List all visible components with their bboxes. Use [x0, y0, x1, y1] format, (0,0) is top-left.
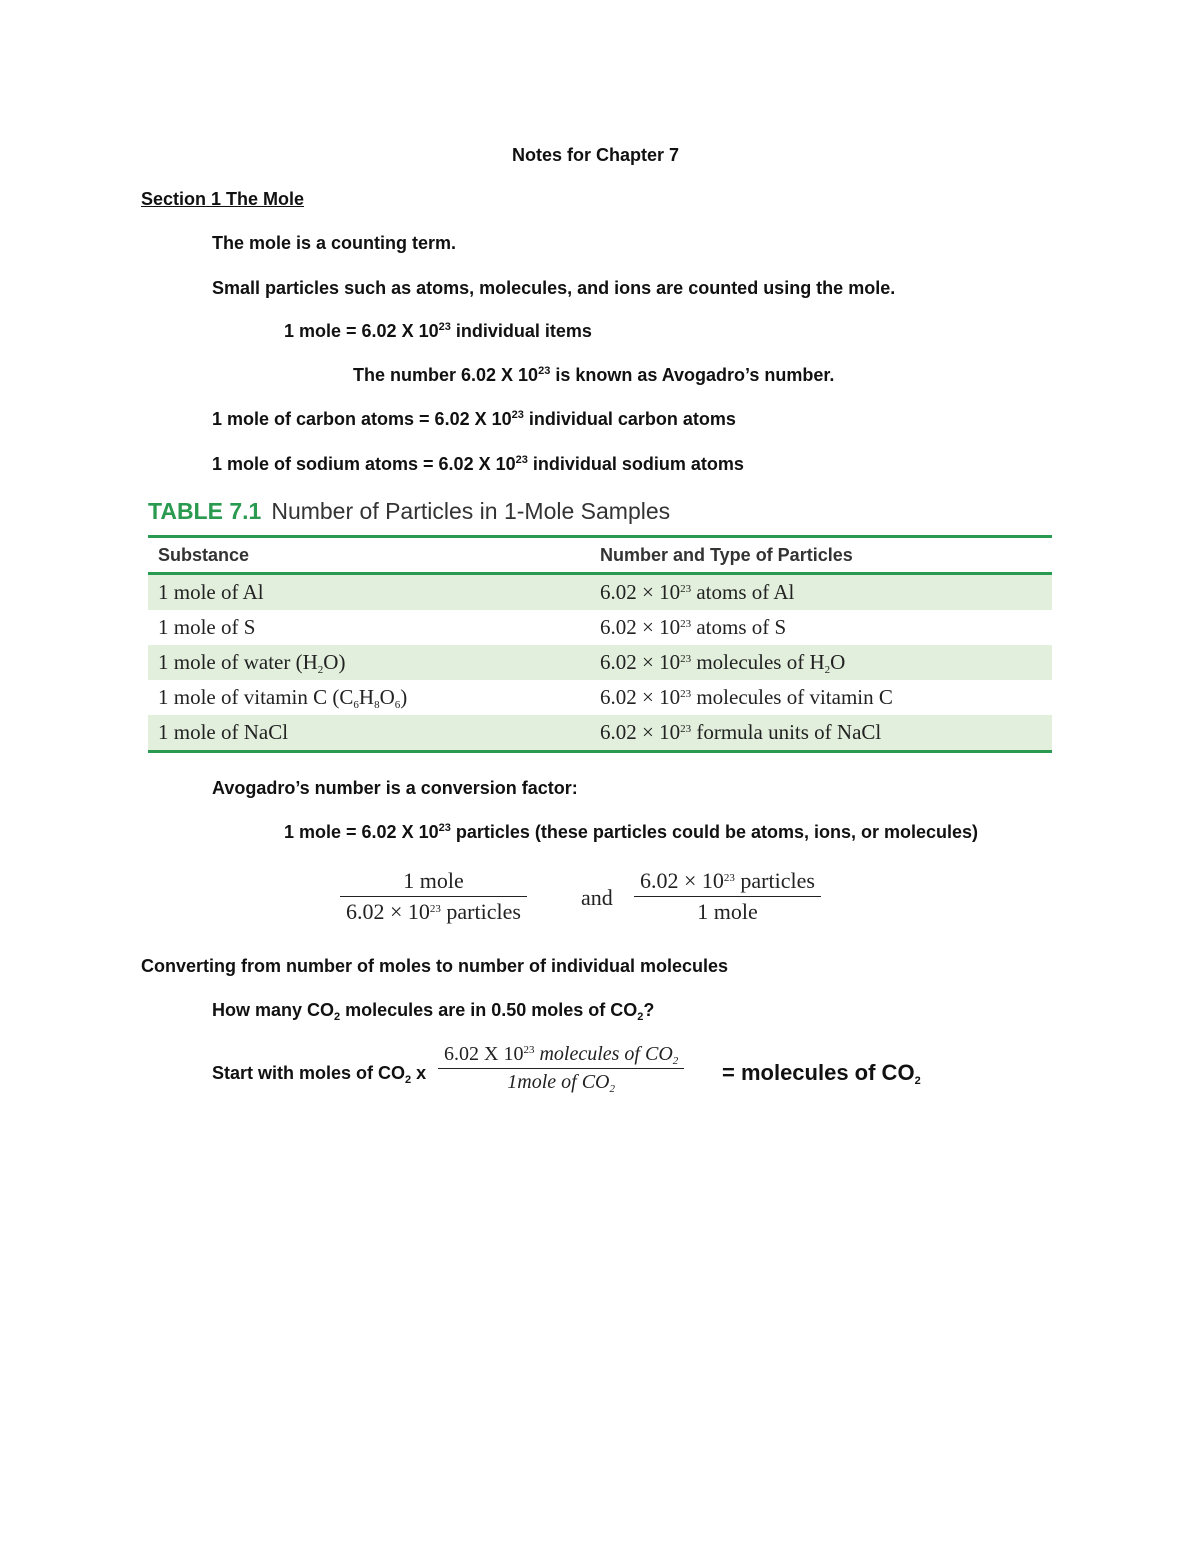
- table-caption: Number of Particles in 1-Mole Samples: [271, 498, 671, 524]
- table-cell-particles: $6.02 \times 10^{23}$ formula units of NaCl: [590, 715, 1052, 752]
- fraction-denominator: $6.02 \times 10^{23}$ particles: [346, 899, 521, 924]
- example-conversion-fraction: [438, 1043, 684, 1094]
- carbon-atoms-text: 1 mole of carbon atoms = 6.02 X $10^{23}$ individual carbon atoms: [212, 409, 736, 429]
- table-row: [148, 610, 1052, 645]
- example-heading: Converting from number of moles to number of individual molecules: [141, 956, 729, 976]
- section-heading: Section 1 The Mole: [141, 189, 305, 209]
- fraction-denominator: 1mole of $CO_2$: [507, 1071, 615, 1095]
- mole-definition-text: 1 mole = 6.02 X $10^{23}$ individual items: [284, 321, 592, 341]
- example-start-text: Start with moles of $CO_2$ x: [212, 1063, 427, 1086]
- table-header-substance: Substance: [148, 537, 590, 574]
- fraction-denominator: 1 mole: [697, 899, 758, 924]
- table-header-row: [148, 537, 1052, 574]
- sodium-atoms-text: 1 mole of sodium atoms = 6.02 X $10^{23}$ individual sodium atoms: [212, 454, 744, 474]
- table-cell-particles: $6.02 \times 10^{23}$ atoms of Al: [590, 574, 1052, 611]
- page-title: Notes for Chapter 7: [512, 145, 680, 165]
- fraction-numerator: 6.02 X $10^{23}$ molecules of $CO_2$: [444, 1043, 679, 1067]
- table-cell-particles: $6.02 \times 10^{23}$ molecules of vitamin C: [600, 685, 893, 709]
- table-row: [148, 645, 1052, 680]
- table-cell-substance: 1 mole of water $(H_2O)$: [148, 645, 590, 680]
- mole-counting-term-text: The mole is a counting term.: [212, 233, 457, 253]
- example-result-text: = molecules of $CO_2$: [722, 1060, 921, 1087]
- conversion-equation-text: 1 mole = 6.02 X $10^{23}$ particles (these particles could be atoms, ions, or molecules): [284, 822, 979, 842]
- conversion-fraction-particles-over-moles: [634, 868, 821, 925]
- table-row: [148, 680, 1052, 715]
- table-number: TABLE 7.1: [148, 498, 262, 524]
- table-cell-particles: $6.02 \times 10^{23}$ molecules of $H_2O$: [590, 645, 1052, 680]
- particles-table: [148, 535, 1052, 753]
- table-cell-substance: 1 mole of Al: [148, 574, 590, 611]
- fraction-numerator: 1 mole: [403, 868, 464, 893]
- table-cell-particles: $6.02 \times 10^{23}$ atoms of S: [600, 615, 787, 639]
- table-title: [148, 498, 670, 525]
- avogadro-number-text: The number 6.02 X $10^{23}$ is known as Avogadro’s number.: [353, 365, 835, 385]
- conversion-intro-text: Avogadro’s number is a conversion factor:: [212, 778, 578, 798]
- and-text: and: [581, 885, 613, 910]
- table-cell-substance: 1 mole of vitamin C $(C_6H_8O_6)$: [158, 685, 408, 711]
- table-cell-substance: 1 mole of S: [158, 615, 256, 639]
- table-row: [148, 715, 1052, 752]
- conversion-fraction-moles-over-particles: [340, 868, 527, 925]
- fraction-numerator: $6.02 \times 10^{23}$ particles: [640, 868, 815, 893]
- example-question: How many $CO_2$ molecules are in 0.50 moles of $CO_2$?: [212, 1000, 655, 1023]
- small-particles-text: Small particles such as atoms, molecules, and ions are counted using the mole.: [212, 278, 896, 298]
- table-header-particles: Number and Type of Particles: [590, 537, 1052, 574]
- table-row: [148, 574, 1052, 611]
- table-cell-substance: 1 mole of NaCl: [148, 715, 590, 752]
